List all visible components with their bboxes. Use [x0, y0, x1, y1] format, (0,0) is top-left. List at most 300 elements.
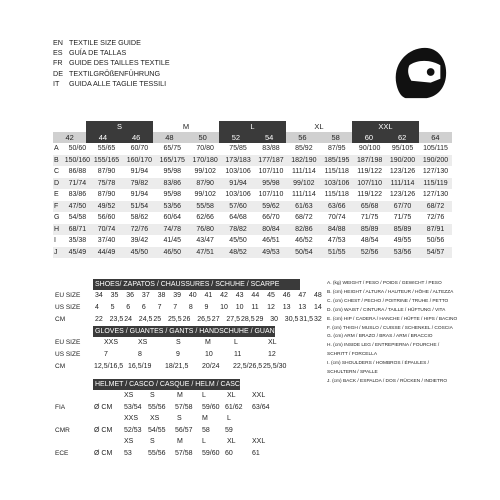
table-row [53, 201, 452, 213]
size-cell: 71/75 [393, 214, 412, 222]
helmet-title-bar: HELMET / CASCO / CASQUE / HELM / CASCO [95, 381, 246, 388]
size-cell: 74/78 [156, 224, 189, 236]
title-row [53, 38, 170, 48]
helmet-cell: Ø CM [94, 426, 113, 434]
size-cell: 63/66 [320, 201, 353, 213]
size-number: 62 [386, 132, 419, 143]
shoes-cell: 48 [314, 292, 322, 299]
size-cell: 85/92 [295, 145, 313, 153]
title-text: GUIDE DES TAILLES TEXTILE [69, 58, 170, 68]
gloves-cell: S [176, 339, 181, 346]
legend-line: J. (cm) BACK / ESPALDA / DOS / RÜCKEN / INDIETRO [327, 378, 448, 384]
size-cell: 68/72 [419, 201, 452, 213]
size-cell: 50/56 [426, 237, 445, 245]
row-letter: D [53, 178, 65, 190]
shoes-cell: 5 [110, 304, 115, 311]
title-row [53, 48, 170, 58]
size-cell: 123/126 [389, 168, 416, 176]
row-letter: E [54, 191, 59, 199]
shoes-cell: 7 [157, 304, 162, 311]
size-cell: 87/91 [419, 224, 452, 236]
size-cell: 49/55 [393, 237, 412, 245]
helmet-cell: 59 [225, 426, 233, 434]
size-letter: S [86, 121, 153, 132]
gloves-cell: 10 [205, 351, 213, 358]
size-cell: 103/106 [225, 191, 251, 199]
size-cell: 90/100 [358, 145, 381, 153]
gloves-cell: 18/21,5 [165, 363, 189, 370]
helmet-cell: 52/53 [124, 426, 142, 434]
size-cell: 187/198 [353, 155, 386, 167]
size-cell: 60/70 [130, 145, 149, 153]
size-cell: 65/75 [163, 145, 182, 153]
legend-line: SCHULTERN / SPALLE [327, 370, 378, 376]
table-row [53, 166, 452, 178]
size-cell: 46/52 [295, 237, 313, 245]
size-cell: 119/122 [357, 168, 383, 176]
size-cell: 85/89 [353, 224, 386, 236]
helmet-cell: S [177, 415, 182, 422]
size-number: 64 [431, 133, 440, 142]
gloves-cell: XS [138, 339, 148, 346]
size-cell: 47/51 [189, 247, 222, 259]
table-row [53, 212, 452, 224]
header-spacer [53, 121, 86, 132]
shoes-cell: 10 [235, 304, 244, 311]
helmet-cell: L [202, 438, 206, 445]
gloves-title-bar: GLOVES / GUANTES / GANTS / HANDSCHUHE / GUANTI [95, 328, 281, 335]
helmet-cell: 55/56 [148, 449, 166, 457]
gloves-row-label: CM [55, 363, 66, 370]
shoes-cell: 43 [235, 292, 244, 299]
size-cell: 35/38 [68, 237, 87, 245]
size-cell: 53/56 [386, 247, 419, 259]
shoes-cell: 24,5 [138, 316, 153, 323]
size-cell: 111/114 [386, 178, 419, 190]
table-row [53, 224, 452, 236]
gloves-cell: 25,5/30 [263, 363, 287, 370]
size-cell: 44/49 [90, 247, 123, 259]
size-letter: L [219, 121, 286, 132]
size-cell: 48/54 [360, 237, 379, 245]
size-number: 44 [86, 132, 119, 143]
shoes-cell: 38 [157, 292, 166, 299]
helmet-cell: XL [227, 392, 236, 399]
row-letter: H [53, 224, 65, 236]
size-cell: 170/180 [189, 155, 222, 167]
title-text: TEXTILE SIZE GUIDE [69, 38, 141, 47]
size-cell: 65/68 [353, 201, 386, 213]
size-number: 60 [352, 132, 385, 143]
legend-line: H. (cm) INSIDE LEG / ENTREPIERNA / FOURCHE / [327, 343, 440, 349]
size-cell: 107/110 [258, 168, 284, 176]
size-cell: 107/110 [353, 178, 386, 190]
gloves-cell: 12 [268, 351, 276, 358]
helmet-row-label: ECE [55, 449, 69, 457]
size-cell: 51/54 [123, 201, 156, 213]
title-lang: EN [53, 38, 63, 47]
size-cell: 68/71 [65, 224, 90, 236]
helmet-cell: 58 [202, 426, 210, 434]
size-cell: 49/52 [90, 201, 123, 213]
shoes-cell: 14 [314, 304, 322, 311]
size-cell: 87/90 [189, 178, 222, 190]
shoes-row-label: CM [55, 316, 66, 323]
gloves-cell: M [205, 339, 211, 346]
shoes-cell: 30,5 [284, 316, 299, 323]
shoes-cell: 37 [141, 292, 150, 299]
size-number: 54 [253, 132, 286, 143]
shoes-cell: 47 [298, 292, 307, 299]
table-row [53, 155, 452, 167]
gloves-cell: 7 [104, 351, 108, 358]
shoes-cell: 8 [188, 304, 193, 311]
size-measurements-table [53, 143, 452, 258]
size-cell: 177/187 [255, 155, 288, 167]
size-number: 58 [331, 133, 340, 142]
shoes-row-label: US SIZE [55, 304, 81, 311]
shoes-cell: 44 [251, 292, 260, 299]
size-cell: 55/65 [97, 145, 116, 153]
shoes-cell: 40 [188, 292, 197, 299]
shoes-cell: 4 [95, 304, 99, 311]
gloves-cell: 9 [176, 351, 180, 358]
size-cell: 45/49 [65, 247, 90, 259]
shoes-cell: 35 [110, 292, 119, 299]
size-cell: 83/86 [68, 191, 87, 199]
helmet-cell: 56/57 [175, 426, 193, 434]
shoes-title-bar: SHOES/ ZAPATOS / CHAUSSURES / SCHUHE / SCARPE [93, 279, 300, 290]
helmet-cell: XXS [124, 415, 139, 422]
size-cell: 75/85 [229, 145, 247, 153]
size-cell: 47/53 [327, 237, 346, 245]
shoes-cell: 6 [141, 304, 146, 311]
size-cell: 57/60 [222, 201, 255, 213]
title-lang: FR [53, 58, 63, 68]
row-letter: B [53, 155, 65, 167]
size-cell: 173/183 [222, 155, 255, 167]
title-row [53, 69, 170, 79]
table-row [53, 143, 452, 155]
helmet-cell: XXL [252, 438, 266, 445]
shoes-cell: 26,5 [197, 316, 211, 323]
title-text: TEXTILGRÖßENFÜHRUNG [69, 68, 161, 78]
size-cell: 70/74 [90, 224, 123, 236]
size-cell: 72/76 [123, 224, 156, 236]
gloves-cell: 11 [234, 351, 242, 358]
size-cell: 127/130 [422, 191, 449, 199]
helmet-cell: 57/58 [175, 449, 193, 457]
size-cell: 111/114 [291, 191, 316, 199]
size-cell: 119/122 [357, 191, 383, 199]
gloves-cell: 22,5/26,5 [233, 363, 263, 370]
size-cell: 85/89 [386, 224, 419, 236]
helmet-cell: 53/54 [124, 403, 142, 411]
size-number: 56 [298, 133, 307, 142]
size-cell: 66/70 [262, 214, 280, 222]
gloves-cell: XXS [104, 339, 119, 346]
size-cell: 87/95 [327, 145, 346, 153]
helmet-row-label: FIA [55, 403, 66, 411]
row-letter: F [53, 201, 65, 213]
size-letter: M [182, 122, 190, 131]
size-cell: 95/98 [163, 191, 182, 199]
size-cell: 67/70 [386, 201, 419, 213]
gloves-cell: 12,5/16,5 [94, 363, 124, 370]
shoes-cell: 13 [298, 304, 307, 311]
size-cell: 59/62 [255, 201, 288, 213]
size-cell: 190/200 [419, 155, 452, 167]
size-cell: 47/50 [65, 201, 90, 213]
size-cell: 99/102 [194, 191, 216, 199]
size-cell: 53/56 [156, 201, 189, 213]
helmet-cell: 54/55 [148, 426, 166, 434]
shoes-cell: 42 [220, 292, 228, 299]
shoes-cell: 32 [314, 316, 322, 323]
size-cell: 84/88 [320, 224, 353, 236]
size-number-header [53, 132, 452, 143]
legend-line: F. (cm) THIGH / MUSLO / CUISSE / SCHENKEL / COSCIA [327, 325, 453, 331]
size-cell: 123/126 [389, 191, 416, 199]
size-cell: 41/45 [163, 237, 182, 245]
gloves-cell: 20/24 [202, 363, 220, 370]
title-text: GUÍA DE TALLAS [69, 48, 127, 58]
size-cell: 43/47 [196, 237, 214, 245]
size-cell: 150/160 [65, 155, 90, 167]
helmet-cell: 55/56 [148, 403, 166, 411]
size-cell: 46/50 [156, 247, 189, 259]
shoes-cell: 36 [126, 292, 135, 299]
shoes-cell: 9 [204, 304, 209, 311]
gloves-cell: 8 [138, 351, 142, 358]
helmet-cell: 61 [252, 449, 260, 457]
size-cell: 50/60 [68, 145, 87, 153]
helmet-cell: 63/64 [252, 403, 270, 411]
shoes-cell: 31,5 [299, 316, 314, 323]
size-cell: 45/50 [123, 247, 156, 259]
helmet-icon [392, 44, 450, 102]
table-row [53, 178, 452, 190]
size-cell: 99/102 [287, 178, 320, 190]
size-number: 48 [165, 133, 174, 142]
size-cell: 95/98 [255, 178, 288, 190]
size-cell: 127/130 [422, 168, 449, 176]
gloves-row-label: US SIZE [55, 351, 81, 358]
shoes-cell: 22 [95, 316, 103, 323]
size-cell: 51/55 [320, 247, 353, 259]
helmet-cell: M [177, 392, 183, 399]
helmet-cell: XL [227, 438, 236, 445]
helmet-cell: S [150, 392, 155, 399]
size-cell: 160/170 [123, 155, 156, 167]
shoes-cell: 26 [182, 316, 191, 323]
shoes-cell: 6 [126, 304, 131, 311]
size-cell: 91/94 [130, 191, 149, 199]
size-cell: 75/78 [90, 178, 123, 190]
helmet-cell: XXL [252, 392, 266, 399]
title-lang: ES [53, 48, 63, 58]
legend-line: A. (kg) WEIGHT / PESO / POIDS / GEWICHT / PESO [327, 281, 442, 286]
size-letter: XXL [352, 121, 419, 132]
shoes-cell: 13 [282, 304, 291, 311]
size-cell: 49/53 [255, 247, 288, 259]
title-lang: DE [53, 68, 63, 78]
size-cell: 83/86 [156, 178, 189, 190]
legend-line: D. (cm) WAIST / CINTURA / TAILLE / HÜFTUNG / VITA [327, 307, 446, 313]
size-cell: 46/51 [262, 237, 280, 245]
size-cell: 87/90 [97, 168, 116, 176]
size-cell: 72/76 [426, 214, 445, 222]
legend-line: C. (cm) CHEST / PECHO / POITRINE / TRUHE / PETTO [327, 298, 449, 304]
legend-line: SCHRITT / FORCELLA [327, 352, 378, 358]
size-cell: 64/68 [229, 214, 247, 222]
size-cell: 54/57 [419, 247, 452, 259]
size-cell: 82/86 [287, 224, 320, 236]
shoes-cell: 12 [267, 304, 275, 311]
title-list [53, 38, 170, 89]
size-cell: 103/106 [320, 178, 353, 190]
size-cell: 190/200 [386, 155, 419, 167]
row-letter: G [54, 214, 60, 222]
helmet-cell: 53 [124, 449, 132, 457]
size-cell: 165/175 [156, 155, 189, 167]
size-cell: 91/94 [130, 168, 149, 176]
shoes-cell: 46 [282, 292, 291, 299]
shoes-cell: 27,5 [226, 316, 241, 323]
helmet-cell: 59/60 [202, 449, 220, 457]
size-cell: 45/50 [229, 237, 247, 245]
size-cell: 87/90 [97, 191, 116, 199]
legend-line: G. (cm) ARM / BRAZO / BRAS / ARM / BRACCIO [327, 334, 433, 340]
shoes-cell: 10 [220, 304, 228, 311]
size-cell: 115/118 [324, 191, 349, 199]
helmet-cell: 60 [225, 449, 233, 457]
shoes-cell: 25 [153, 316, 162, 323]
size-cell: 70/80 [196, 145, 214, 153]
shoes-cell: 11 [251, 304, 259, 311]
size-cell: 115/118 [324, 168, 349, 176]
size-cell: 71/74 [65, 178, 90, 190]
row-letter: C [54, 168, 60, 176]
helmet-cell: XS [124, 438, 134, 445]
legend-line: E. (cm) HIP / CADERA / HANCHE / HÜFTE / HIPS / BACINO [327, 316, 458, 322]
measurement-legend [327, 280, 477, 387]
size-cell: 54/58 [68, 214, 87, 222]
helmet-row-label: CMR [55, 426, 70, 434]
size-cell: 86/88 [68, 168, 87, 176]
helmet-cell: XS [124, 392, 134, 399]
size-cell: 61/63 [287, 201, 320, 213]
size-cell: 95/105 [391, 145, 414, 153]
shoes-cell: 30 [270, 316, 278, 323]
size-number: 52 [219, 132, 252, 143]
shoes-cell: 7 [173, 304, 178, 311]
size-cell: 99/102 [194, 168, 216, 176]
shoes-cell: 29 [255, 316, 264, 323]
helmet-cell: M [202, 415, 208, 422]
shoes-cell: 24 [124, 316, 132, 323]
size-cell: 68/72 [295, 214, 313, 222]
shoes-cell: 34 [95, 292, 103, 299]
size-cell: 155/165 [90, 155, 123, 167]
size-cell: 103/106 [225, 168, 251, 176]
size-cell: 62/66 [196, 214, 214, 222]
size-cell: 52/56 [353, 247, 386, 259]
title-row [53, 58, 170, 68]
size-cell: 55/58 [189, 201, 222, 213]
title-lang: IT [53, 78, 60, 88]
gloves-cell: 16,5/19 [128, 363, 152, 370]
size-cell: 115/119 [419, 178, 452, 190]
helmet-cell: Ø CM [94, 449, 113, 457]
shoes-cell: 45 [267, 292, 275, 299]
gloves-row-label: EU SIZE [55, 339, 81, 346]
helmet-cell: L [227, 415, 231, 422]
size-cell: 185/195 [320, 155, 353, 167]
size-cell: 80/84 [255, 224, 288, 236]
size-cell: 105/115 [423, 145, 448, 153]
shoes-cell: 41 [204, 292, 213, 299]
size-cell: 95/98 [163, 168, 182, 176]
helmet-cell: 57/58 [175, 403, 193, 411]
shoes-cell: 27 [211, 316, 220, 323]
size-letter-header [53, 121, 452, 132]
gloves-cell: L [234, 339, 238, 346]
size-cell: 37/40 [97, 237, 116, 245]
helmet-cell: S [150, 438, 155, 445]
size-cell: 71/75 [360, 214, 379, 222]
size-cell: 76/80 [189, 224, 222, 236]
legend-line: I. (cm) SHOULDERS / HOMBROS / ÉPAULES / [327, 361, 429, 367]
size-cell: 83/88 [262, 145, 280, 153]
gloves-cell: XL [268, 339, 277, 346]
textile-size-table [53, 121, 452, 258]
helmet-cell: 61/62 [225, 403, 243, 411]
size-cell: 39/42 [130, 237, 149, 245]
size-cell: 78/82 [222, 224, 255, 236]
shoes-cell: 28,5 [241, 316, 255, 323]
title-text: GUIDA ALLE TAGLIE TESSILI [69, 78, 167, 88]
row-letter: A [54, 145, 59, 153]
size-number: 50 [198, 133, 207, 142]
size-cell: 48/52 [222, 247, 255, 259]
size-cell: 60/64 [163, 214, 182, 222]
shoes-row-label: EU SIZE [55, 292, 81, 299]
helmet-cell: L [202, 392, 206, 399]
helmet-cell: M [177, 438, 183, 445]
size-cell: 50/54 [287, 247, 320, 259]
shoes-cell: 23,5 [109, 316, 124, 323]
helmet-cell: Ø CM [94, 403, 113, 411]
size-cell: 70/74 [327, 214, 346, 222]
size-cell: 91/94 [222, 178, 255, 190]
size-cell: 107/110 [258, 191, 284, 199]
table-row [53, 235, 452, 247]
size-cell: 111/114 [291, 168, 316, 176]
size-cell: 182/190 [287, 155, 320, 167]
legend-line: B. (cm) HEIGHT / ALTURA / HAUTEUR / HÖHE / ALTEZZA [327, 289, 454, 295]
table-row [53, 247, 452, 259]
table-row [53, 189, 452, 201]
shoes-cell: 25,5 [168, 316, 182, 323]
size-cell: 56/60 [97, 214, 116, 222]
row-letter: I [54, 237, 56, 245]
helmet-cell: 59/60 [202, 403, 220, 411]
size-number: 46 [120, 132, 153, 143]
size-cell: 79/82 [123, 178, 156, 190]
size-letter: XL [314, 122, 324, 131]
row-letter: J [53, 247, 65, 259]
